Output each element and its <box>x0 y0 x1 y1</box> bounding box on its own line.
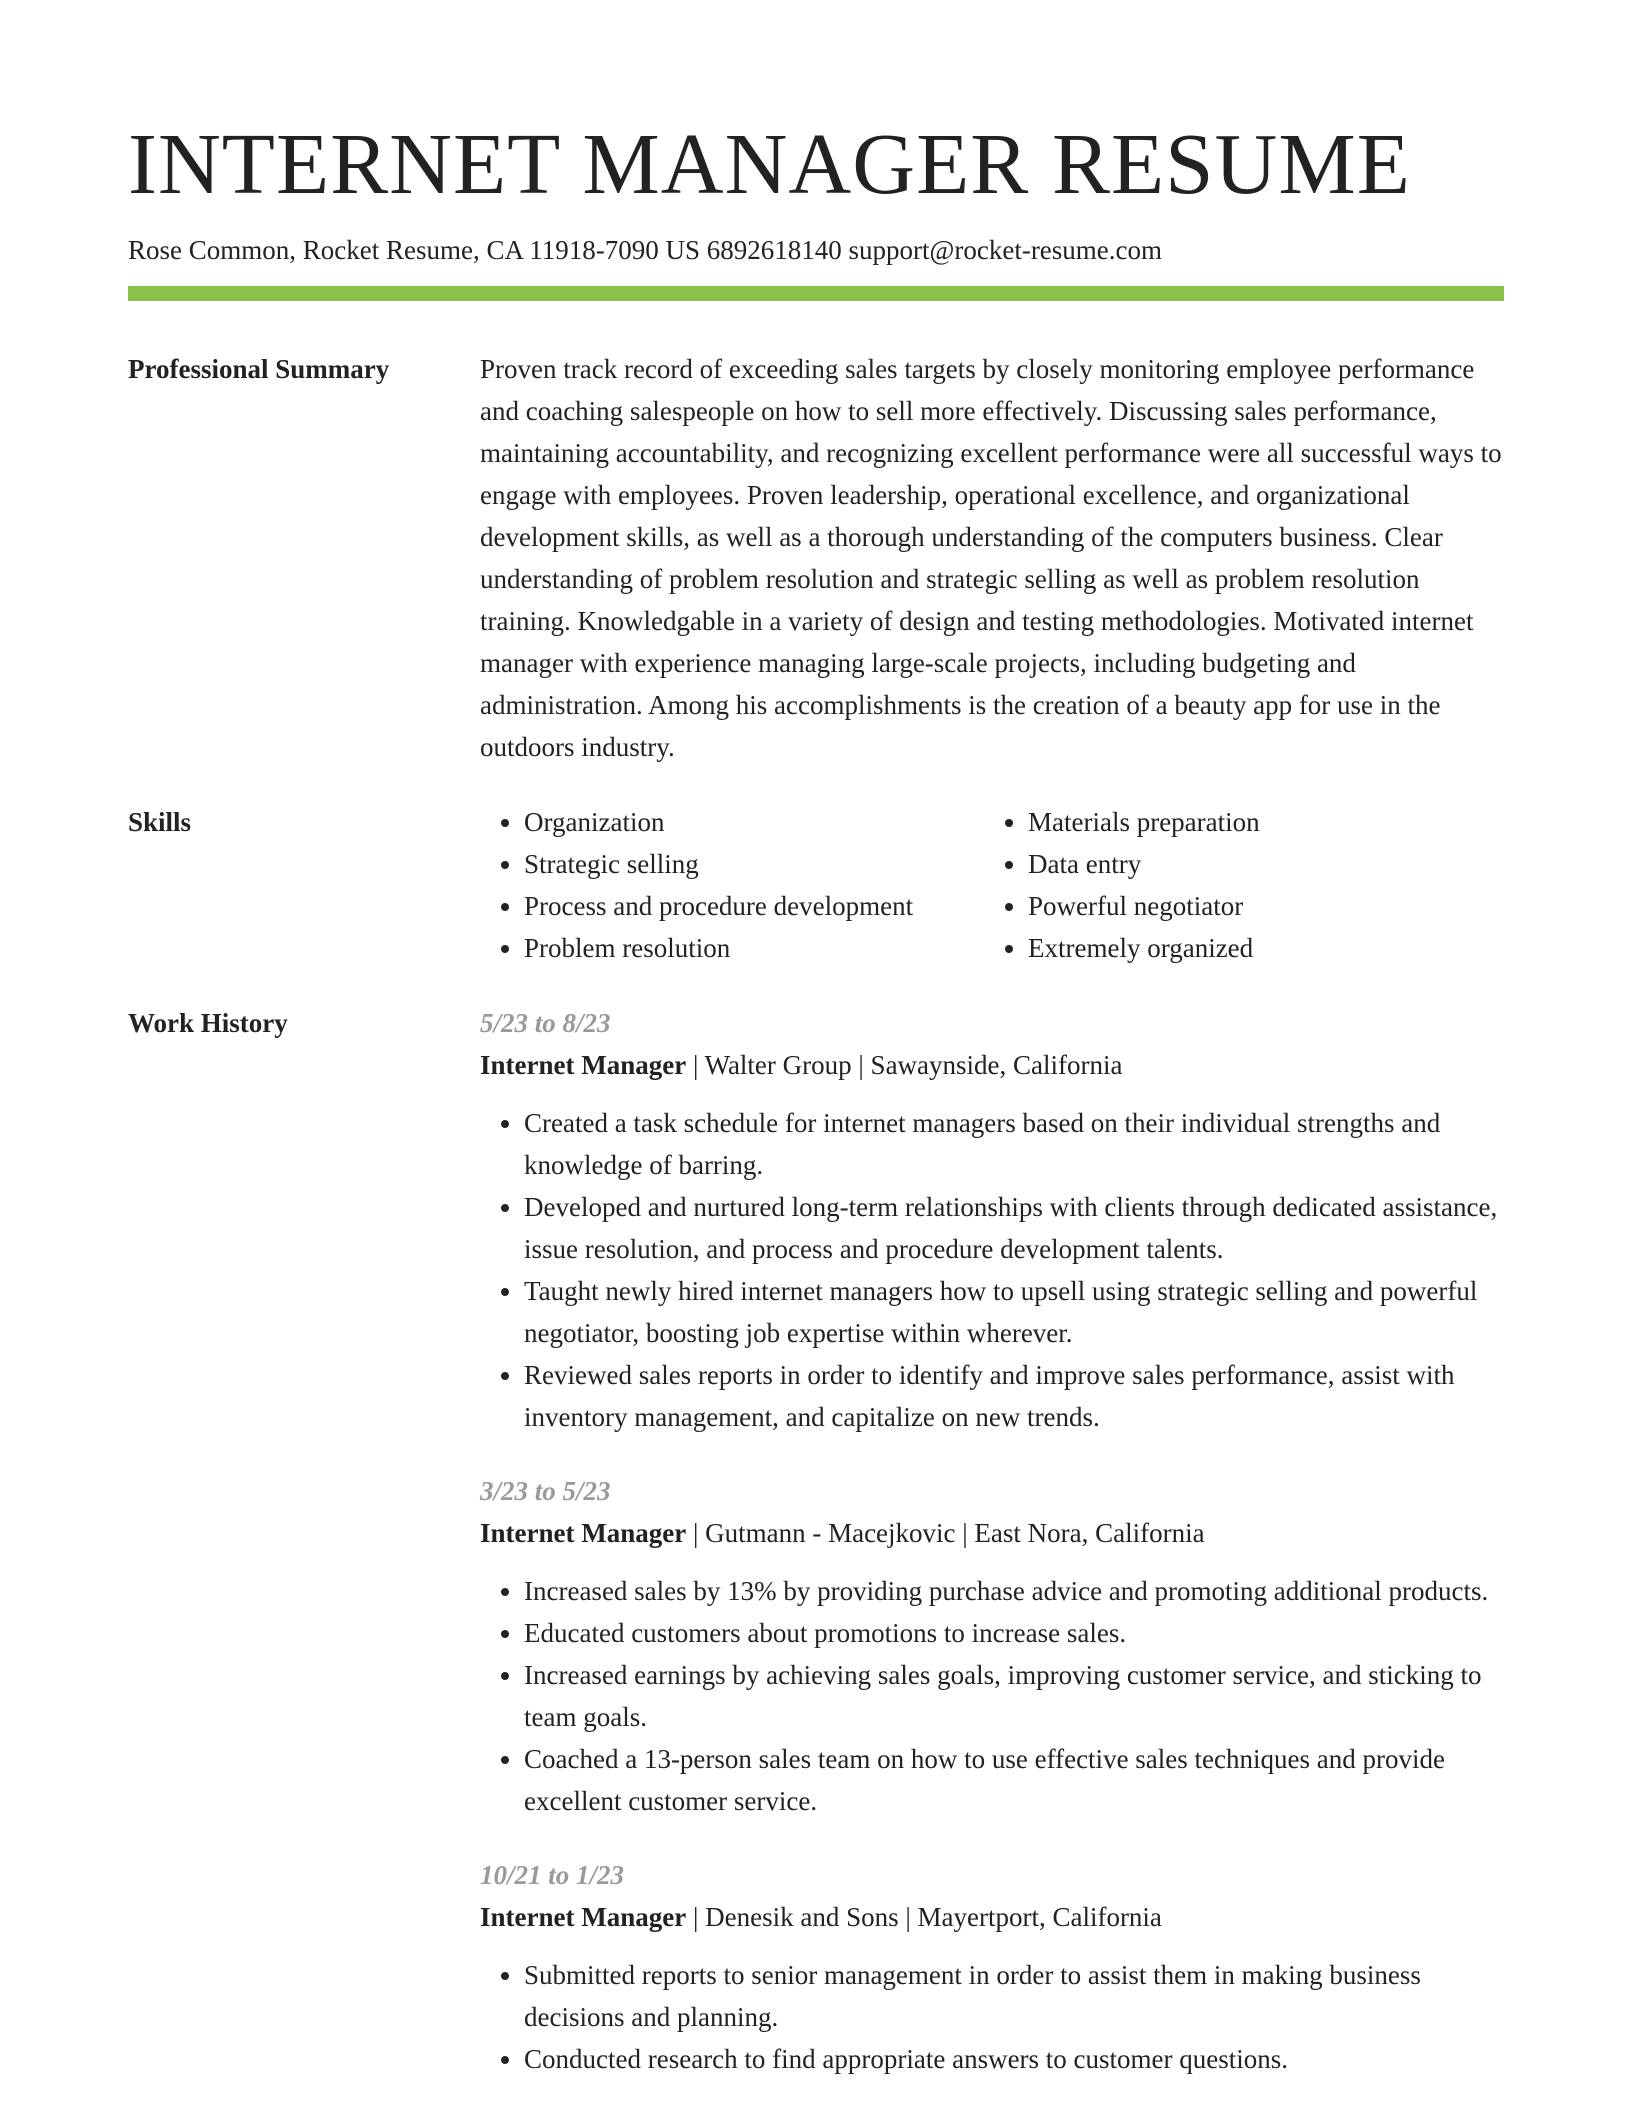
skill-item: • Organization <box>524 801 984 843</box>
summary-body <box>480 348 1504 768</box>
job-bullets <box>480 1954 1504 2080</box>
skills-list-right <box>984 801 1488 969</box>
skills-list-left <box>480 801 984 969</box>
job-bullet: • Taught newly hired internet managers how to upsell using strategic selling and powerful negotiator, boosting job expertise within wherever. <box>524 1270 1504 1354</box>
job-entry <box>480 1854 1504 2080</box>
skill-item: • Data entry <box>1028 843 1488 885</box>
job-bullet: • Coached a 13-person sales team on how to use effective sales techniques and provide excellent customer service. <box>524 1738 1504 1822</box>
job-bullet: • Increased sales by 13% by providing purchase advice and promoting additional products. <box>524 1570 1504 1612</box>
summary-text: Proven track record of exceeding sales targets by closely monitoring employee performance and coaching salespeople on how to sell more effectively. Discussing sales performance, maintaining accountability, and recognizing excellent performance were all successful ways to engage with employees. Proven leadership, operational excellence, and organizational development skills, as well as a thorough understanding of the computers business. Clear understanding of problem resolution and strategic selling as well as problem resolution training. Knowledgable in a variety of design and testing methodologies. Motivated internet manager with experience managing large-scale projects, including budgeting and administration. Among his accomplishments is the creation of a beauty app for use in the outdoors industry. <box>480 354 1502 762</box>
skills-label: Skills <box>128 807 192 837</box>
job-dates: 10/21 to 1/23 <box>480 1860 625 1890</box>
job-bullet: • Developed and nurtured long-term relationships with clients through dedicated assistance, issue resolution, and process and procedure development talents. <box>524 1186 1504 1270</box>
job-bullets <box>480 1102 1504 1438</box>
skill-item: • Strategic selling <box>524 843 984 885</box>
job-details: | Denesik and Sons | Mayertport, California <box>686 1902 1162 1932</box>
job-entry <box>480 1470 1504 1822</box>
job-details: | Walter Group | Sawaynside, California <box>686 1050 1123 1080</box>
job-bullet: • Reviewed sales reports in order to identify and improve sales performance, assist with inventory management, and capitalize on new trends. <box>524 1354 1504 1438</box>
contact-line: Rose Common, Rocket Resume, CA 11918-7090 US 6892618140 support@rocket-resume.com <box>128 235 1163 265</box>
summary-label: Professional Summary <box>128 354 390 384</box>
job-bullet: • Submitted reports to senior management in order to assist them in making business decisions and planning. <box>524 1954 1504 2038</box>
resume-title: INTERNET MANAGER RESUME <box>128 115 1411 212</box>
job-bullets <box>480 1570 1504 1822</box>
job-title: Internet Manager <box>480 1902 687 1932</box>
skill-item: • Materials preparation <box>1028 801 1488 843</box>
skills-columns <box>480 801 1504 969</box>
work-history-label: Work History <box>128 1008 288 1038</box>
work-history-body <box>480 1002 1504 2112</box>
job-heading <box>480 1044 1504 1086</box>
job-entry <box>480 1002 1504 1438</box>
job-bullet: • Increased earnings by achieving sales goals, improving customer service, and sticking to team goals. <box>524 1654 1504 1738</box>
job-bullet: • Educated customers about promotions to increase sales. <box>524 1612 1504 1654</box>
skill-item: • Extremely organized <box>1028 927 1488 969</box>
job-dates: 3/23 to 5/23 <box>480 1476 611 1506</box>
skill-item: • Problem resolution <box>524 927 984 969</box>
skill-item: • Process and procedure development <box>524 885 984 927</box>
job-bullet: • Created a task schedule for internet managers based on their individual strengths and knowledge of barring. <box>524 1102 1504 1186</box>
job-heading <box>480 1512 1504 1554</box>
accent-divider <box>128 286 1504 301</box>
job-bullet: • Conducted research to find appropriate answers to customer questions. <box>524 2038 1504 2080</box>
skills-body <box>480 801 1504 969</box>
skill-item: • Powerful negotiator <box>1028 885 1488 927</box>
job-heading <box>480 1896 1504 1938</box>
job-details: | Gutmann - Macejkovic | East Nora, California <box>686 1518 1205 1548</box>
job-title: Internet Manager <box>480 1050 687 1080</box>
job-dates: 5/23 to 8/23 <box>480 1008 611 1038</box>
job-title: Internet Manager <box>480 1518 687 1548</box>
